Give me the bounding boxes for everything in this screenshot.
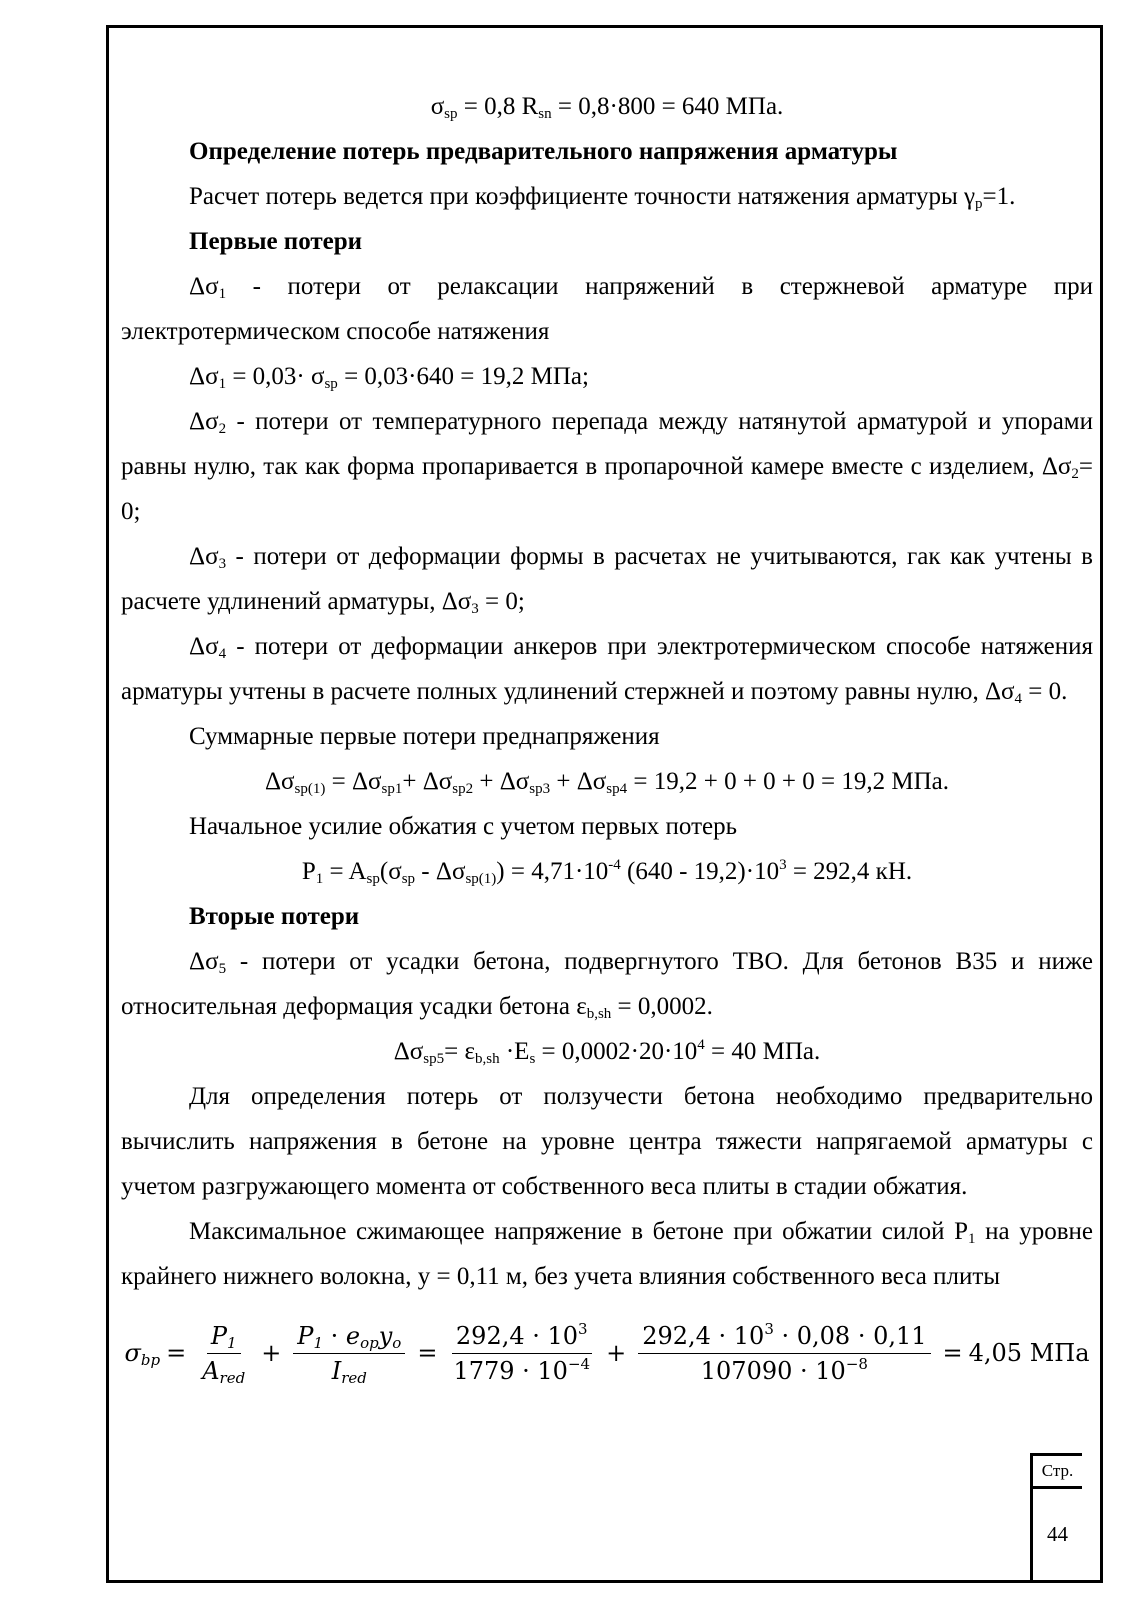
initial-force-title: Начальное усилие обжатия с учетом первых потерь <box>189 813 737 840</box>
page-number-stamp <box>1030 1453 1082 1583</box>
heading-prestress-losses: Определение потерь предварительного напряжения арматуры <box>189 138 898 165</box>
loss-5-formula: $\Delta\sigma_{sp5}= \varepsilon_{b,sh} \cdot E_s = 0,0002\cdot 20\cdot 10^4 = 40$ МПа. <box>393 1037 821 1067</box>
loss-1-formula: $\Delta\sigma_1 = 0,03\cdot \sigma_{sp} = 0,03\cdot 640 = 19,2$ МПа; <box>189 363 589 392</box>
accuracy-paragraph: Расчет потерь ведется при коэффициенте точности натяжения арматуры $\gamma_p=1$. <box>189 183 1016 212</box>
page-number: 44 <box>1047 1522 1068 1546</box>
sigma-bp-formula: $\sigma_{bp}$ = $\frac{P_1}{A_{red}}$ + $\frac{P_1 \cdot e_{op}y_o}{I_{red}}$ = $\frac{292,4 \cdot 10^3}{1779 \cdot 10^{-4}}$ + $\frac{292,4 \cdot 10^3 \cdot 0,08 \cdot 0,11}{107090 \cdot 10^{-8}}$ = 4,05 МПа <box>124 1319 1090 1387</box>
heading-second-losses: Вторые потери <box>189 903 360 930</box>
sum-first-losses-title: Суммарные первые потери преднапряжения <box>189 723 660 750</box>
sum-first-losses-formula: $\Delta\sigma_{sp(1)} = \Delta\sigma_{sp1}+ \Delta\sigma_{sp2} + \Delta\sigma_{sp3} + \Delta\sigma_{sp4} = 19,2 + 0 + 0 + 0 = 19,2$ МПа. <box>264 768 949 797</box>
loss-4-paragraph: $\Delta\sigma_4$ - потери от деформации анкеров при электротермическом способе натяжения арматуры учтены в расчете полных удлинений стержней и поэтому равны нулю, $\Delta\sigma_4 = 0$. <box>121 633 1093 707</box>
loss-2-paragraph: $\Delta\sigma_2$ - потери от температурного перепада между натянутой арматурой и упорами равны нулю, так как форма пропаривается в пропарочной камере вместе с изделием, $\Delta\sigma_2= 0$; <box>121 408 1093 525</box>
loss-5-paragraph: $\Delta\sigma_5$ - потери от усадки бетона, подвергнутого ТВО. Для бетонов В35 и ниже относительная деформация усадки бетона $\varepsilon_{b,sh} = 0,0002$. <box>121 948 1093 1022</box>
document-body <box>121 84 1093 1393</box>
creep-paragraph: Для определения потерь от ползучести бетона необходимо предварительно вычислить напряжения в бетоне на уровне центра тяжести напрягаемой арматуры с учетом разгружающего момента от собственного веса плиты в стадии обжатия. <box>121 1083 1093 1200</box>
heading-first-losses: Первые потери <box>189 228 363 255</box>
loss-3-paragraph: $\Delta\sigma_3$ - потери от деформации формы в расчетах не учитываются, гак как учтены в расчете удлинений арматуры, $\Delta\sigma_3 = 0$; <box>121 543 1093 617</box>
loss-1-paragraph: $\Delta\sigma_1$ - потери от релаксации напряжений в стержневой арматуре при электротермическом способе натяжения <box>121 273 1093 345</box>
initial-force-formula: $P_1 = A_{sp}(\sigma_{sp} - \Delta\sigma_{sp(1)}) = 4,71\cdot 10^{-4}$ $(640 - 19,2)\cdot 10^3 = 292,4$ кН. <box>301 857 913 887</box>
page-label: Стр. <box>1033 1456 1082 1489</box>
max-stress-paragraph: Максимальное сжимающее напряжение в бетоне при обжатии силой $P_1$ на уровне крайнего нижнего волокна, y = 0,11 м, без учета влияния собственного веса плиты <box>121 1218 1093 1290</box>
formula-sigma-sp: $\sigma_{sp} = 0,8$ $R_{sn} = 0,8\cdot 800 = 640$ МПа. <box>430 93 784 122</box>
